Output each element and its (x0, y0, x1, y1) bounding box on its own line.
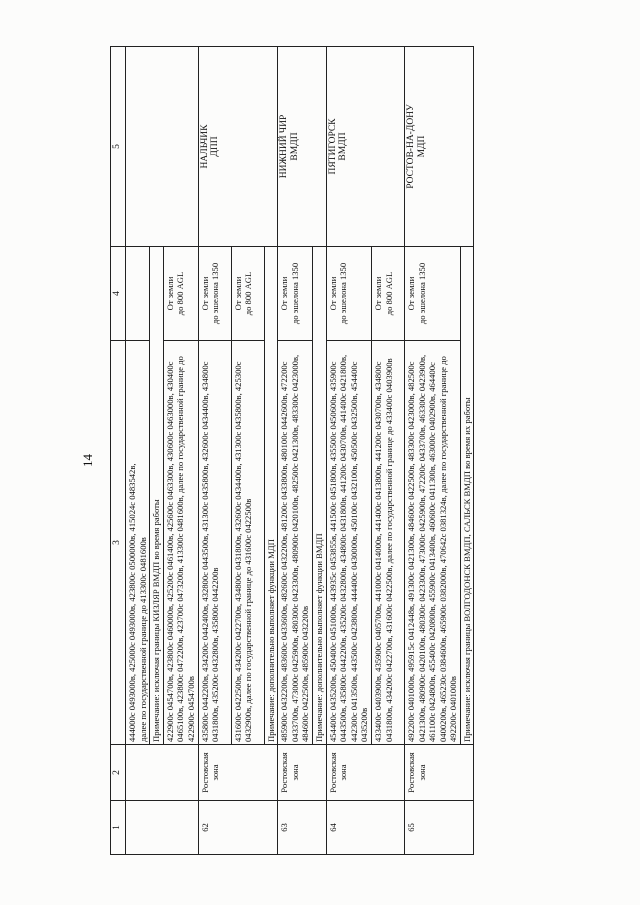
row-number-cell: 65 (404, 801, 474, 855)
coordinates-cell (126, 341, 150, 745)
altitude-cell: От земли до 800 AGL (231, 247, 264, 341)
column-header: 1 (111, 801, 126, 855)
page-number: 14 (80, 454, 95, 467)
altitude-cell: От земли до 800 AGL (163, 247, 198, 341)
row-number-cell: 62 (198, 801, 278, 855)
zone-cell (126, 745, 199, 801)
unit-cell (126, 47, 199, 247)
airspace-table (110, 46, 474, 855)
column-number-row (111, 47, 126, 855)
table-row (326, 47, 371, 855)
unit-cell: НАЛЬЧИК ДПП (198, 47, 278, 247)
row-number-cell (126, 801, 199, 855)
unit-cell: НИЖНИЙ ЧИР ВМДП (278, 47, 326, 247)
note-cell: Примечание: исключая границы КИЗЛЯР ВМДП во время работы (150, 247, 164, 745)
row-number-cell: 63 (278, 801, 326, 855)
altitude-cell: От земли до эшелона 1350 (326, 247, 371, 341)
altitude-cell: От земли до 800 AGL (371, 247, 404, 341)
note-cell: Примечание: исключая границы ВОЛГОДОНСК ВМДП, САЛЬСК ВМДП во время их работы (460, 247, 474, 745)
table-row (278, 47, 313, 855)
zone-cell: Ростовская зона (404, 745, 474, 801)
column-header: 2 (111, 745, 126, 801)
coordinates-cell: 422900с 0454700в, 423800с 0460000в, 425200с 0461400в, 425600с 0463300в, 430600с 0463000в, 430400с 0465100в, 423800с 0472200в, 423700с 0473200в, 413300с 0481600в, далее по государственной границе до 422900с 0454700в (163, 341, 198, 745)
altitude-cell: От земли до эшелона 1350 (278, 247, 313, 341)
column-header: 5 (111, 47, 126, 247)
coordinates-cell: 433400с 0403900в, 435900с 0405700в, 441000с 0414000в, 441400с 0413800в, 441200с 0430700в, 434800с 0431800в, 434200с 0422700в, 431600с 0422500в, далее по государственной границе до 433400с 0403900в (371, 341, 404, 745)
coordinates-cell: 454400с 0435200в, 450400с 0451000в, 443935с 0453855в, 441500с 0451800в, 435500с 0450600в, 435900с 0443500в, 435800с 0442200в, 435200с 0432800в, 434800с 0431800в, 441200с 0430700в, 441400с 0421800в, 442300с 0413500в, 443500с 0423800в, 444400с 0430000в, 450100с 0432100в, 450500с 0432500в, 454400с 0435200в (326, 341, 371, 745)
note-cell: Примечание: дополнительно выполняет функции ВМДП (312, 247, 326, 745)
coordinates-cell: 435800с 0442200в, 434200с 0442400в, 432800с 0443500в, 431300с 0435800в, 432600с 0434400в, 434800с 0431800в, 435200с 0432800в, 435800с 0442200в (198, 341, 231, 745)
table-row (404, 47, 460, 855)
zone-cell: Ростовская зона (198, 745, 278, 801)
coordinates-cell: 485900с 0432200в, 483600с 0433600в, 482600с 0432200в, 481200с 0433800в, 480100с 0442600в, 472200с 0433700в, 473000с 0425900в, 480300с 0423300в, 480900с 0420100в, 482500с 0421300в, 483300с 0423000в, 484600с 0422500в, 485900с 0432200в (278, 341, 313, 745)
altitude-cell (126, 247, 150, 341)
altitude-cell: От земли до эшелона 1350 (198, 247, 231, 341)
unit-cell: ПЯТИГОРСК ВМДП (326, 47, 404, 247)
coordinates-cell: 431600с 0422500в, 434200с 0422700в, 434800с 0431800в, 432600с 0434400в, 431300с 0435800в, 425300с 0432900в, далее по государственной границе до 431600с 0422500в (231, 341, 264, 745)
zone-cell: Ростовская зона (326, 745, 404, 801)
table-row (198, 47, 231, 855)
coordinates-text: далее по государственной границе до 413300с 0481600в (137, 537, 148, 742)
coordinates-cell: 492200с 0401000в, 495915с 0412448в, 491300с 0421300в, 484600с 0422500в, 483300с 0423000в, 482500с 0421300в, 480900с 0420100в, 480300с 0423300в, 473000с 0425900в, 472200с 0433700в, 463300с 0423900в, 461100с 0424800в, 455400с 0420800в, 455900с 0413400в, 460600с 0411300в, 463000с 0402900в, 464400с 0400200в, 465230с 0384600в, 465900с 0382000в, 470642с 0381324в, далее по государственной границе до 492200с 0401000в (404, 341, 460, 745)
table-row (126, 47, 150, 855)
note-cell: Примечание: дополнительно выполняет функции МДП (264, 247, 278, 745)
zone-cell: Ростовская зона (278, 745, 326, 801)
coordinates-text: 444000с 0493000в, 425000с 0493000в, 423800с 0500000в, 415024с 0483542в, (127, 463, 137, 742)
unit-cell: РОСТОВ-НА-ДОНУ МДП (404, 47, 474, 247)
row-number-cell: 64 (326, 801, 404, 855)
altitude-cell: От земли до эшелона 1350 (404, 247, 460, 341)
column-header: 4 (111, 247, 126, 341)
column-header: 3 (111, 341, 126, 745)
